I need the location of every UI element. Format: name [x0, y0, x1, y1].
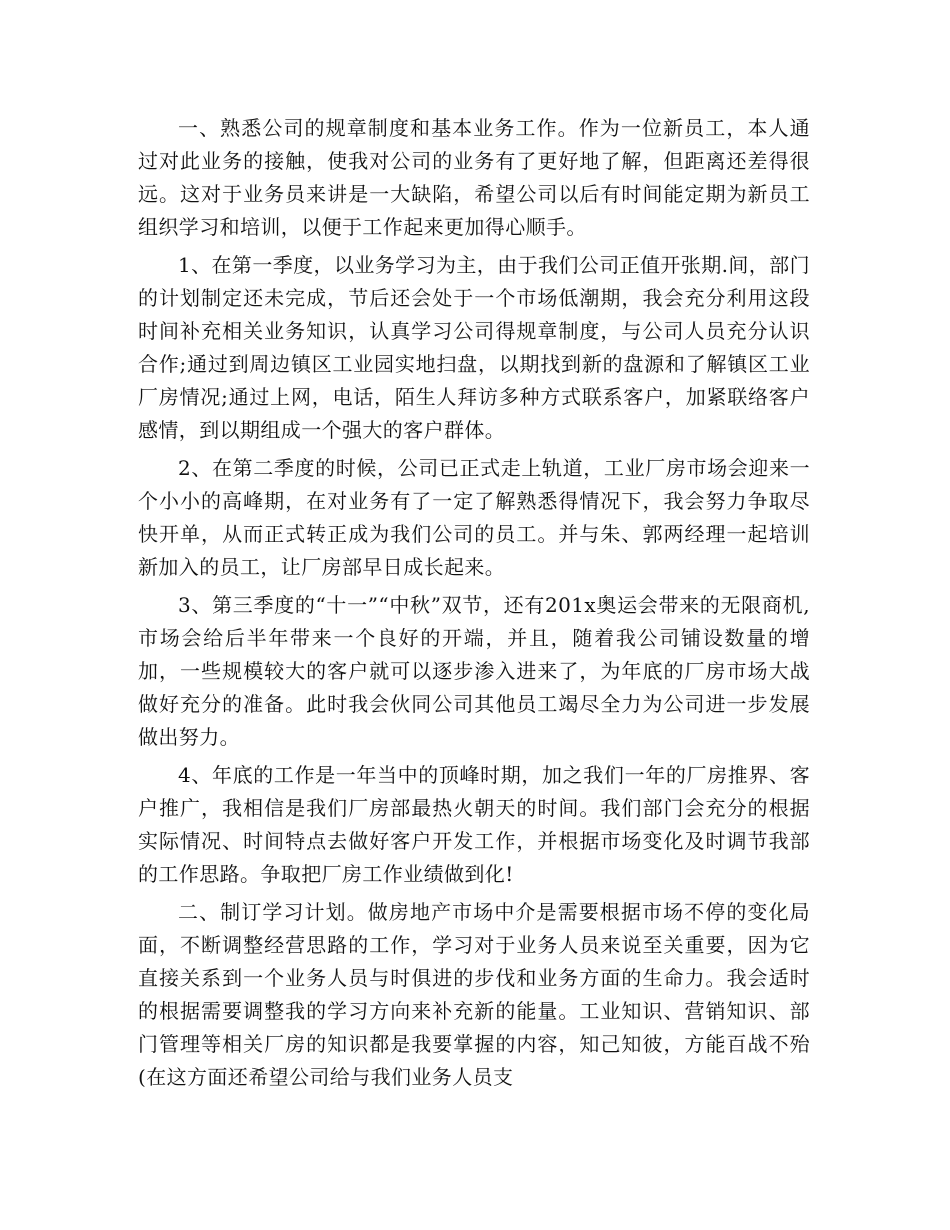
paragraph-study-plan: 二、制订学习计划。做房地产市场中介是需要根据市场不停的变化局面，不断调整经营思路的工作，学习对于业务人员来说至关重要，因为它直接关系到一个业务人员与时俱进的步伐和业务方面的生命力。我会适时的根据需要调整我的学习方向来补充新的能量。工业知识、营销知识、部门管理等相关厂房的知识都是我要掌握的内容，知己知彼，方能百战不殆(在这方面还希望公司给与我们业务人员支	[138, 900, 810, 1089]
paragraph-year-end-plan: 4、年底的工作是一年当中的顶峰时期，加之我们一年的厂房推界、客户推广，我相信是我们厂房部最热火朝天的时间。我们部门会充分的根据实际情况、时间特点去做好客户开发工作，并根据市场变化及时调节我部的工作思路。争取把厂房工作业绩做到化!	[138, 763, 810, 886]
document-body	[138, 112, 810, 1099]
paragraph-q1-plan: 1、在第一季度，以业务学习为主，由于我们公司正值开张期.间，部门的计划制定还未完成，节后还会处于一个市场低潮期，我会充分利用这段时间补充相关业务知识，认真学习公司得规章制度，与公司人员充分认识合作;通过到周边镇区工业园实地扫盘，以期找到新的盘源和了解镇区工业厂房情况;通过上网，电话，陌生人拜访多种方式联系客户，加紧联络客户感情，到以期组成一个强大的客户群体。	[138, 253, 810, 442]
paragraph-q2-plan: 2、在第二季度的时候，公司已正式走上轨道，工业厂房市场会迎来一个小小的高峰期，在对业务有了一定了解熟悉得情况下，我会努力争取尽快开单，从而正式转正成为我们公司的员工。并与朱、郭两经理一起培训新加入的员工，让厂房部早日成长起来。	[138, 456, 810, 579]
paragraph-q3-plan: 3、第三季度的“十一”“中秋”双节，还有201x奥运会带来的无限商机,市场会给后半年带来一个良好的开端，并且，随着我公司铺设数量的增加，一些规模较大的客户就可以逐步渗入进来了，为年底的厂房市场大战做好充分的准备。此时我会伙同公司其他员工竭尽全力为公司进一步发展做出努力。	[138, 593, 810, 749]
paragraph-familiarize-rules: 一、熟悉公司的规章制度和基本业务工作。作为一位新员工，本人通过对此业务的接触，使我对公司的业务有了更好地了解，但距离还差得很远。这对于业务员来讲是一大缺陷，希望公司以后有时间能定期为新员工组织学习和培训，以便于工作起来更加得心顺手。	[138, 116, 810, 239]
